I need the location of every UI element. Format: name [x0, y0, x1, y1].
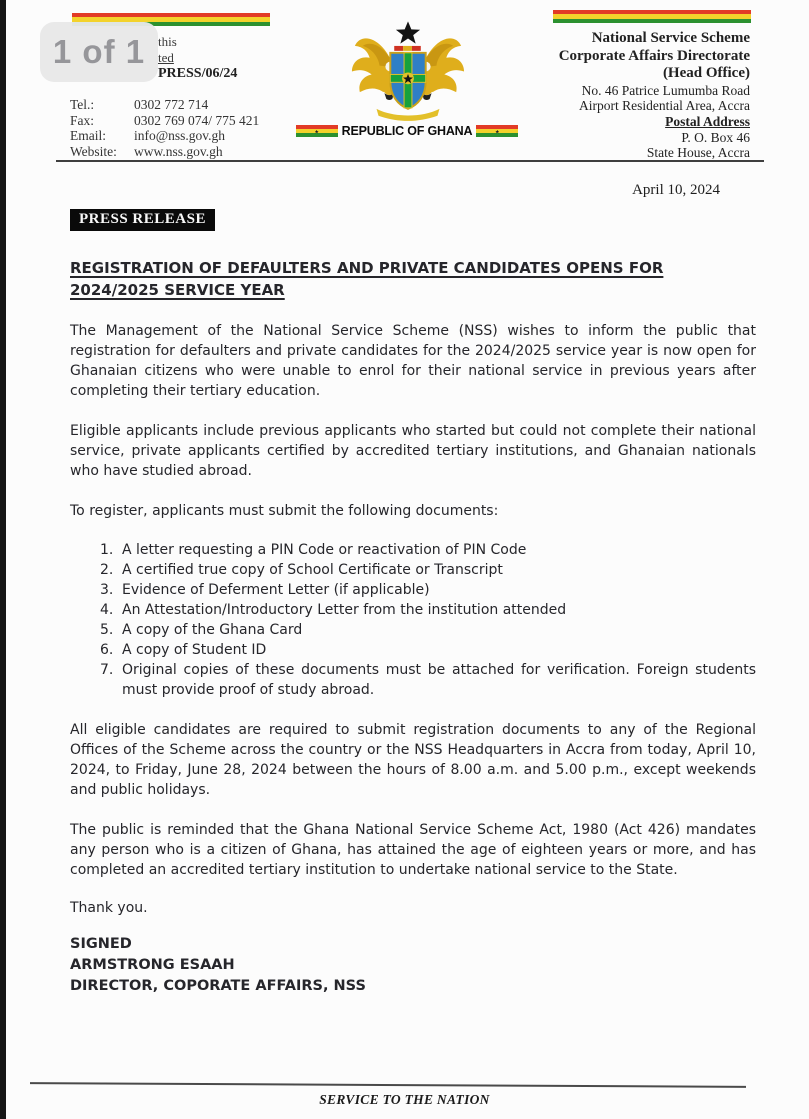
republic-caption-row [254, 124, 560, 138]
document-body [70, 176, 756, 997]
fragment-line: ted [158, 49, 174, 65]
postal-address-heading: Postal Address [665, 113, 750, 129]
letterhead-right [559, 30, 750, 161]
contact-value: info@nss.gov.gh [134, 128, 226, 143]
closing-line: Thank you. [70, 900, 148, 916]
list-item [100, 580, 756, 600]
ghana-flag-stripe-icon [553, 10, 751, 23]
list-item-number: 2. [100, 562, 114, 578]
ghana-coat-of-arms-icon [349, 20, 467, 123]
list-item-number: 1. [100, 542, 114, 558]
contact-label: Email: [70, 128, 106, 143]
republic-of-ghana-label: REPUBLIC OF GHANA [341, 124, 473, 138]
footer-divider [30, 1082, 746, 1088]
ghana-flag-icon [296, 125, 338, 138]
list-item [100, 560, 756, 580]
contact-block [70, 97, 259, 159]
paragraph-5: The public is reminded that the Ghana National Service Scheme Act, 1980 (Act 426) mandates any person who is a citizen of Ghana, has attained the age of eighteen years or more, and has completed an accredited tertiary institution to undertake national service to the State. [70, 822, 756, 878]
signatory-name: ARMSTRONG ESAAH [70, 957, 235, 973]
area-address: Airport Residential Area, Accra [579, 98, 750, 113]
document-title [70, 258, 756, 301]
postal-city: State House, Accra [646, 145, 750, 160]
contact-label: Fax: [70, 112, 95, 128]
ghana-flag-icon [476, 125, 518, 138]
letterhead-left-fragments [158, 34, 237, 82]
photo-edge-shadow [0, 0, 6, 1119]
paragraph-4: All eligible candidates are required to submit registration documents to any of the Regional Offices of the Scheme across the country or the NSS Headquarters in Accra from today, April 10, 2024, to Friday, June 28, 2024 between the hours of 8.00 a.m. and 5.00 p.m., except weekends and public holidays. [70, 722, 756, 798]
list-item [100, 640, 756, 660]
contact-value: 0302 772 714 [134, 97, 209, 112]
list-item-number: 7. [100, 662, 114, 678]
press-reference-number: PRESS/06/24 [158, 66, 238, 81]
list-item [100, 600, 756, 620]
title-line-1: REGISTRATION OF DEFAULTERS AND PRIVATE CANDIDATES OPENS FOR [70, 259, 664, 277]
list-item-number: 5. [100, 622, 114, 638]
contact-row-tel [70, 97, 259, 113]
list-item [100, 660, 756, 700]
list-item [100, 540, 756, 560]
page-indicator-badge [40, 22, 158, 82]
press-release-tag: PRESS RELEASE [70, 209, 215, 231]
contact-row-email [70, 128, 259, 144]
org-directorate: Corporate Affairs Directorate [558, 47, 750, 64]
contact-row-website [70, 144, 259, 160]
signature-block [70, 934, 756, 997]
signatory-title: DIRECTOR, COPORATE AFFAIRS, NSS [70, 978, 366, 994]
list-item-text: An Attestation/Introductory Letter from the institution attended [122, 602, 567, 618]
org-head-office: (Head Office) [662, 65, 750, 81]
list-item-text: A letter requesting a PIN Code or reactivation of PIN Code [122, 542, 527, 558]
requirements-list [100, 540, 756, 700]
contact-value: 0302 769 074/ 775 421 [134, 112, 260, 128]
page-indicator-label: 1 of 1 [52, 33, 146, 70]
paragraph-1: The Management of the National Service Scheme (NSS) wishes to inform the public that registration for defaulters and private candidates for the 2024/2025 service year is now open for Ghanaian citizens who were unable to enrol for their national service in previous years after completing their tertiary education. [70, 323, 756, 399]
list-item-text: A copy of the Ghana Card [122, 622, 303, 638]
postal-box: P. O. Box 46 [681, 129, 750, 145]
list-item-number: 3. [100, 582, 114, 598]
letterhead-divider [56, 160, 764, 162]
street-address: No. 46 Patrice Lumumba Road [581, 82, 750, 98]
list-item-number: 4. [100, 602, 114, 618]
signed-label: SIGNED [70, 936, 132, 952]
list-item-text: A certified true copy of School Certificate or Transcript [122, 562, 503, 578]
list-item-text: Original copies of these documents must be attached for verification. Foreign students must provide proof of study abroad. [122, 662, 756, 698]
contact-label: Tel.: [70, 97, 95, 112]
list-item-text: A copy of Student ID [122, 642, 267, 658]
paragraph-3: To register, applicants must submit the following documents: [70, 503, 499, 519]
list-item-text: Evidence of Deferment Letter (if applicable) [122, 582, 430, 598]
fragment-line: this [158, 34, 177, 49]
list-item [100, 620, 756, 640]
org-name: National Service Scheme [591, 30, 750, 46]
footer-motto: SERVICE TO THE NATION [319, 1092, 490, 1107]
contact-label: Website: [70, 143, 117, 159]
paragraph-2: Eligible applicants include previous applicants who started but could not complete their national service, private applicants certified by accredited tertiary institutions, and Ghanaian nationals who have studied abroad. [70, 423, 756, 479]
list-item-number: 6. [100, 642, 114, 658]
contact-value: www.nss.gov.gh [134, 143, 223, 159]
contact-row-fax [70, 113, 259, 129]
title-line-2: 2024/2025 SERVICE YEAR [70, 280, 285, 299]
document-date: April 10, 2024 [632, 182, 720, 198]
